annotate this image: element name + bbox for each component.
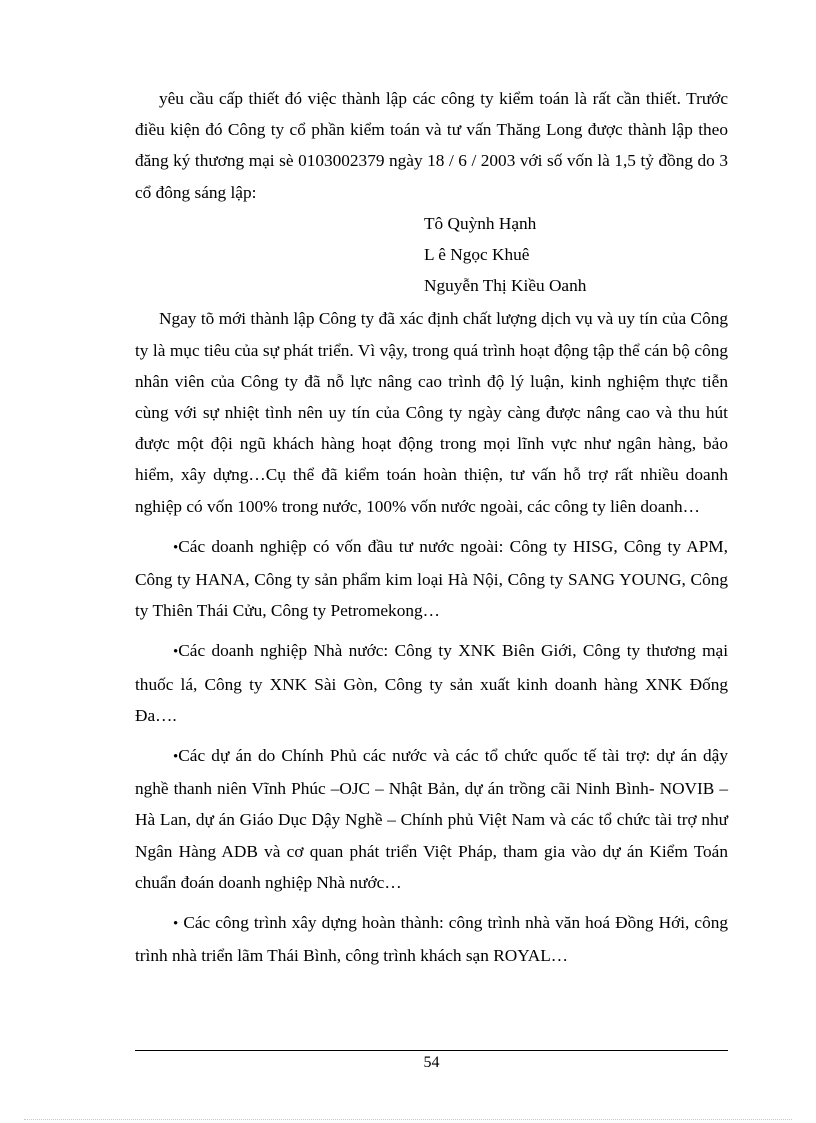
page-number: 54 (423, 1054, 440, 1071)
footer-divider (135, 1050, 728, 1051)
body-paragraph: Ngay tõ mới thành lập Công ty đã xác định chất lượng dịch vụ và uy tín của Công ty là mục tiêu của sự phát triển. Vì vậy, trong quá trình hoạt động tập thể cán bộ công nhân viên của Công ty đã nỗ lực nâng cao trình độ lý luận, kinh nghiệm thực tiễn cùng với sự nhiệt tình nên uy tín của Công ty ngày càng được nâng cao và thu hút được một đội ngũ khách hàng hoạt động trong mọi lĩnh vực như ngân hàng, bảo hiểm, xây dựng…Cụ thể đã kiểm toán hoàn thiện, tư vấn hỗ trợ rất nhiều doanh nghiệp có vốn 100% trong nước, 100% vốn nước ngoài, các công ty liên doanh… (135, 309, 728, 516)
bullet-item (135, 635, 728, 731)
page-bottom-border (24, 1119, 792, 1120)
bullet-icon: • (173, 539, 179, 556)
bullet-text: Các doanh nghiệp có vốn đầu tư nước ngoài: Công ty HISG, Công ty APM, Công ty HANA, Công ty sản phẩm kim loại Hà Nội, Công ty SANG YOUNG, Công ty Thiên Thái Cửu, Công ty Petromekong… (135, 536, 728, 621)
page-content (135, 83, 728, 971)
bullet-text: Các công trình xây dựng hoàn thành: công trình nhà văn hoá Đồng Hới, công trình nhà triển lãm Thái Bình, công trình khách sạn ROYAL… (135, 913, 728, 966)
intro-paragraph: yêu cầu cấp thiết đó việc thành lập các công ty kiểm toán là rất cần thiết. Trước điều kiện đó Công ty cổ phần kiểm toán và tư vấn Thăng Long được thành lập theo đăng ký thương mại sè 0103002379 ngày 18 / 6 / 2003 với số vốn là 1,5 tỷ đồng do 3 cổ đông sáng lập: (135, 89, 728, 202)
bullet-icon: • (173, 916, 179, 933)
founder-name: Tô Quỳnh Hạnh (424, 213, 537, 233)
bullet-icon: • (173, 644, 179, 661)
bullet-item (135, 531, 728, 627)
bullet-icon: • (173, 749, 179, 766)
bullet-text: Các dự án do Chính Phủ các nước và các tổ chức quốc tế tài trợ: dự án dậy nghề thanh niên Vĩnh Phúc –OJC – Nhật Bản, dự án trồng cãi Ninh Bình- NOVIB – Hà Lan, dự án Giáo Dục Dậy Nghề – Chính phủ Việt Nam và các tổ chức tài trợ như Ngân Hàng ADB và cơ quan phát triển Việt Pháp, tham gia vào dự án Kiểm Toán chuẩn đoán doanh nghiệp Nhà nước… (135, 746, 728, 892)
founder-name: L ê Ngọc Khuê (424, 245, 530, 265)
bullet-text: Các doanh nghiệp Nhà nước: Công ty XNK Biên Giới, Công ty thương mại thuốc lá, Công ty XNK Sài Gòn, Công ty sản xuất kinh doanh hàng XNK Đống Đa…. (135, 641, 728, 725)
bullet-item (135, 740, 728, 898)
bullet-item (135, 907, 728, 971)
founder-name: Nguyễn Thị Kiều Oanh (424, 276, 587, 296)
